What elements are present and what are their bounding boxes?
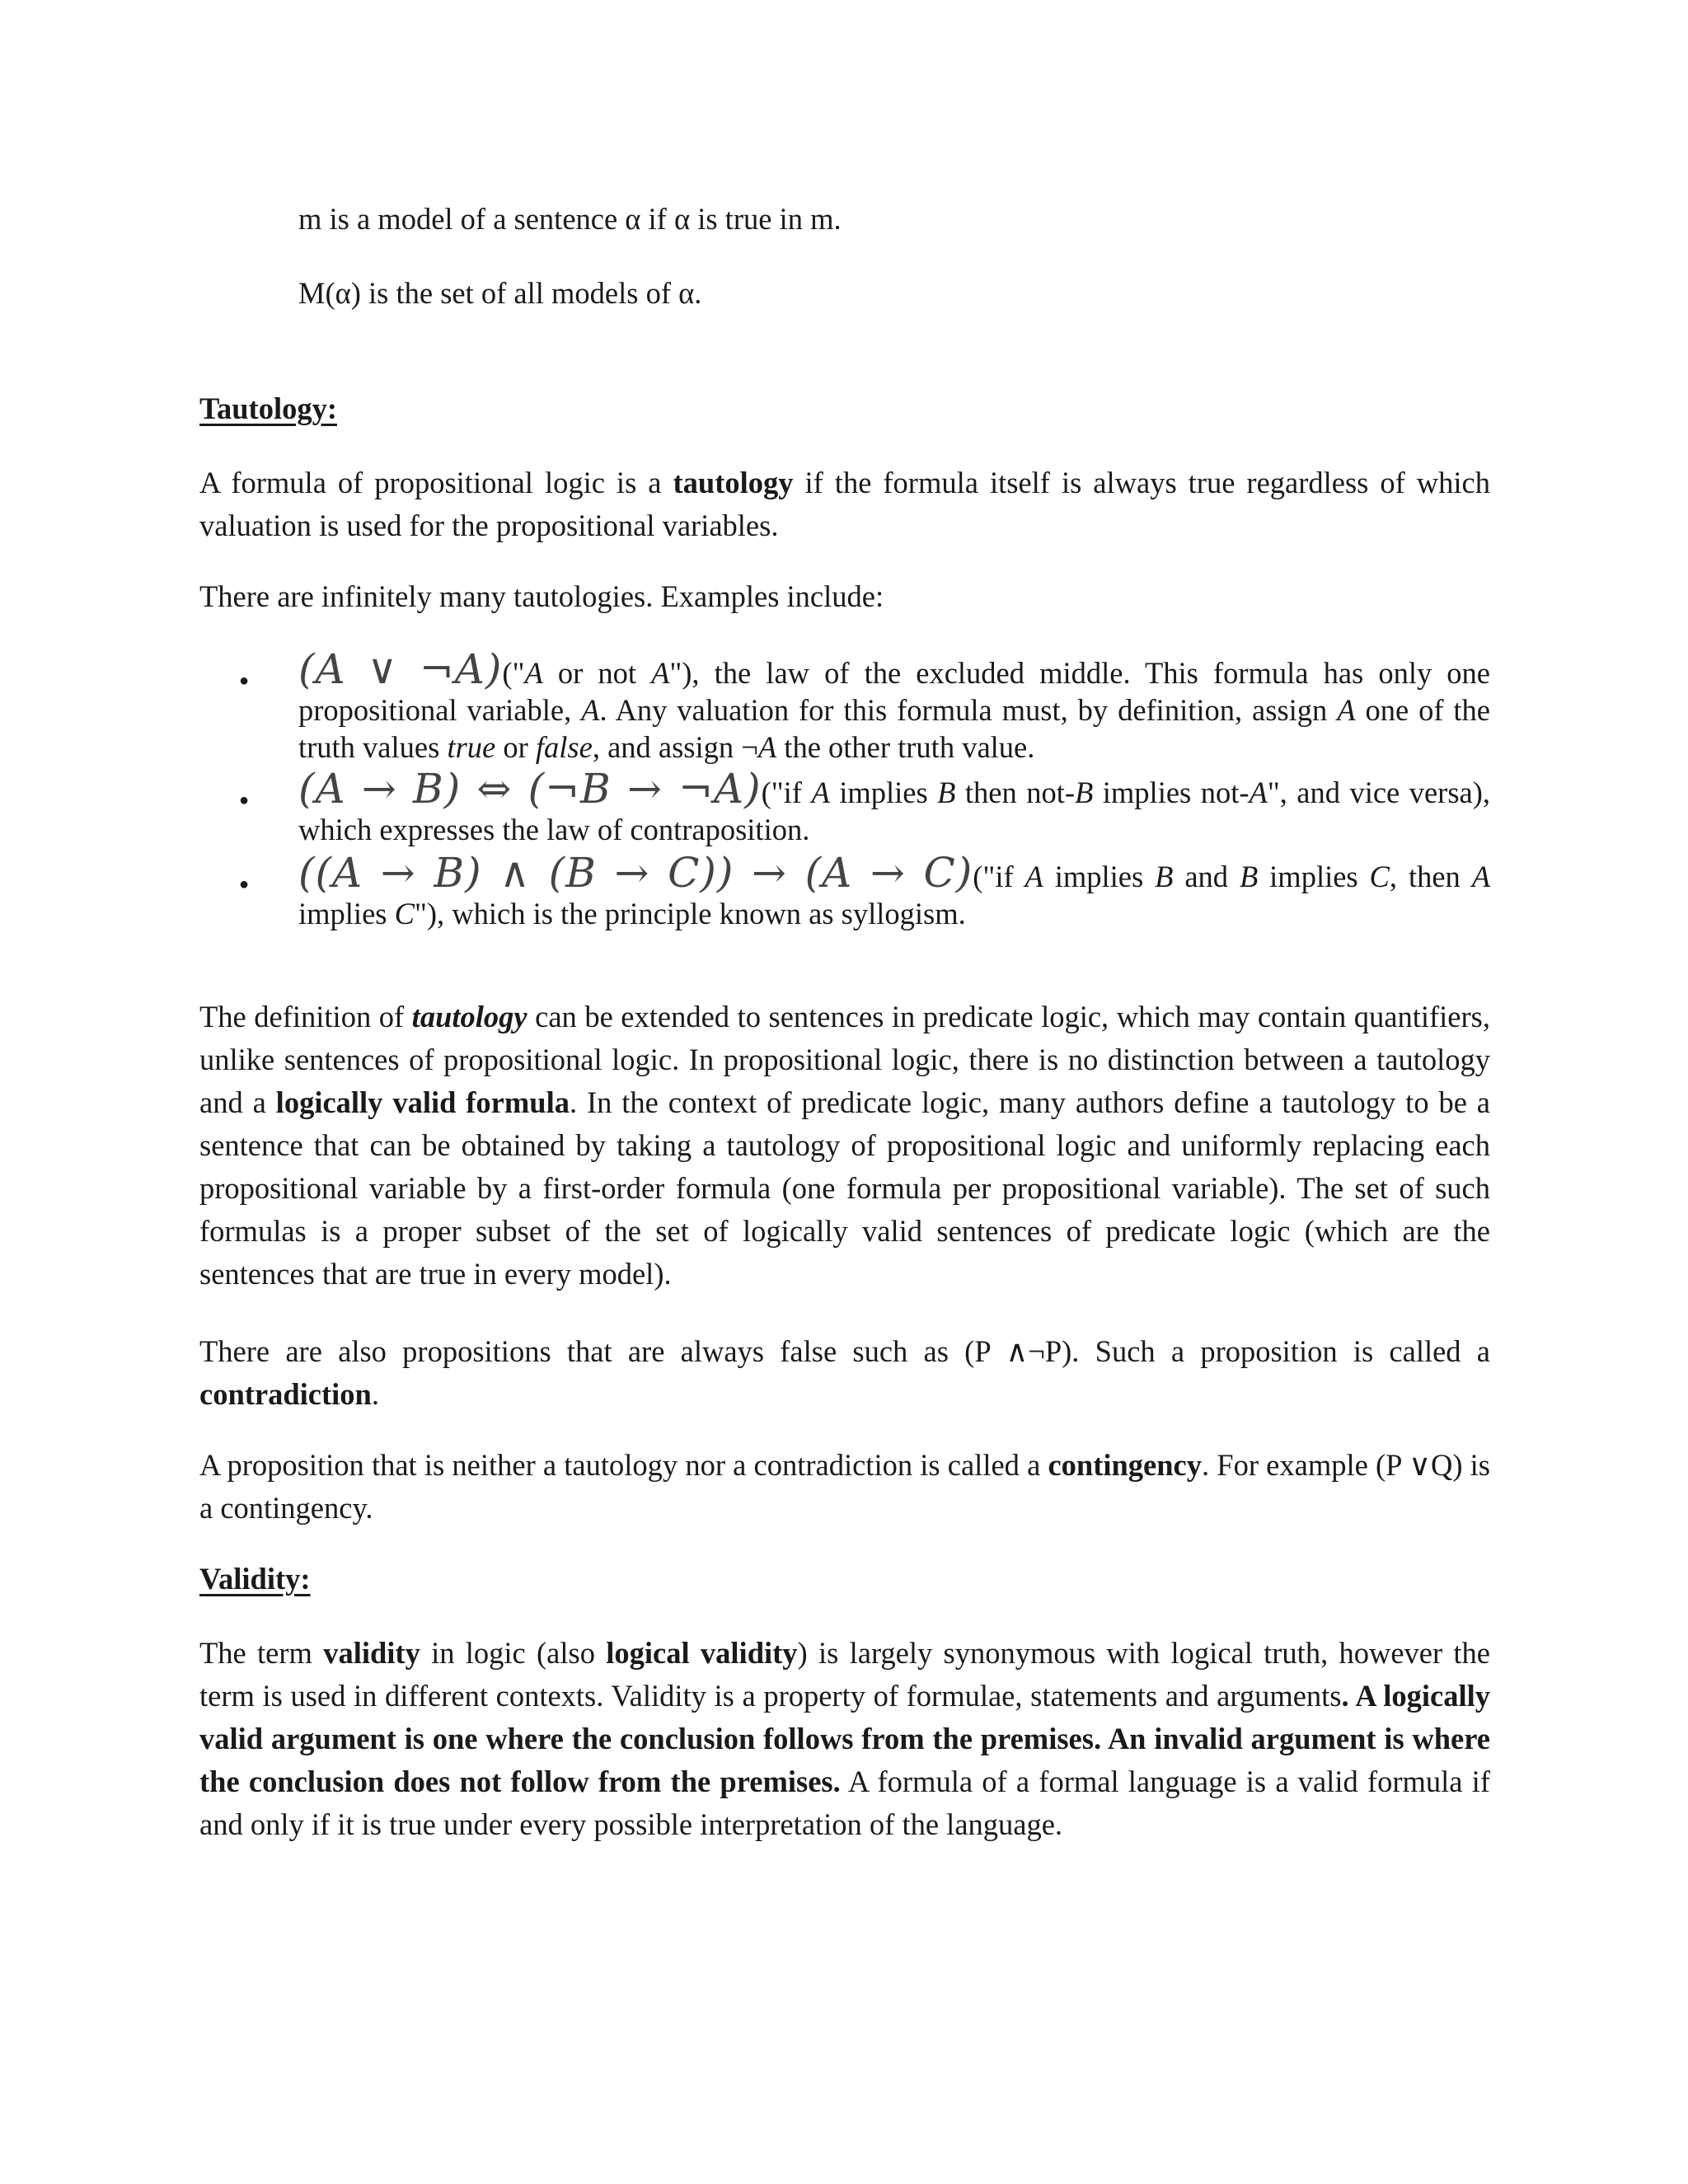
validity-heading: Validity: xyxy=(199,1562,311,1596)
validity-paragraph: The term validity in logic (also logical validity) is largely synonymous with logical truth, however the term is used in different contexts. Validity is a property of formulae, statements and arguments. A logically valid argument is one where the conclusion follows from the premises. An invalid argument is where the conclusion does not follow from the premises. A formula of a formal language is a valid formula if and only if it is true under every possible interpretation of the language. xyxy=(199,1636,1491,1841)
predicate-logic-paragraph: The definition of tautology can be extended to sentences in predicate logic, which may contain quantifiers, unlike sentences of propositional logic. In propositional logic, there is no distinction between a tautology and a logically valid formula. In the context of predicate logic, many authors define a tautology to be a sentence that can be obtained by taking a tautology of propositional logic and uniformly replacing each propositional variable by a first-order formula (one formula per propositional variable). The set of such formulas is a proper subset of the set of logically valid sentences of predicate logic (which are the sentences that are true in every model). xyxy=(199,1000,1490,1291)
examples-intro: There are infinitely many tautologies. Examples include: xyxy=(199,579,884,613)
formula-contraposition: (A → B) ⇔ (¬B → ¬A) xyxy=(298,765,762,813)
models-set-definition: M(α) is the set of all models of α. xyxy=(298,276,702,310)
contradiction-paragraph: There are also propositions that are always false such as (P ∧¬P). Such a proposition is called a contradiction. xyxy=(199,1334,1490,1411)
tautology-heading: Tautology: xyxy=(199,391,337,425)
contingency-paragraph: A proposition that is neither a tautology nor a contradiction is called a contingency. For example (P ∨Q) is a contingency. xyxy=(199,1448,1490,1525)
list-item: ● (A ∨ ¬A)("A or not A"), the law of the excluded middle. This formula has only one propositional variable, A. Any valuation for this formula must, by definition, assign A one of the truth values true or false, and assign ¬A the other truth value. xyxy=(199,651,1490,766)
tautology-definition: A formula of propositional logic is a tautology if the formula itself is always true regardless of which valuation is used for the propositional variables. xyxy=(199,466,1490,542)
model-definition: m is a model of a sentence α if α is true in m. xyxy=(298,202,842,236)
tautology-examples-list xyxy=(199,645,1491,932)
formula-excluded-middle: (A ∨ ¬A) xyxy=(298,645,503,693)
formula-syllogism: ((A → B) ∧ (B → C)) → (A → C) xyxy=(298,849,973,897)
list-item: ● ((A → B) ∧ (B → C)) → (A → C)("if A implies B and B implies C, then A implies C"), which is the principle known as syllogism. xyxy=(199,855,1490,932)
list-item: ● (A → B) ⇔ (¬B → ¬A)("if A implies B then not-B implies not-A", and vice versa), which expresses the law of contraposition. xyxy=(199,771,1490,848)
